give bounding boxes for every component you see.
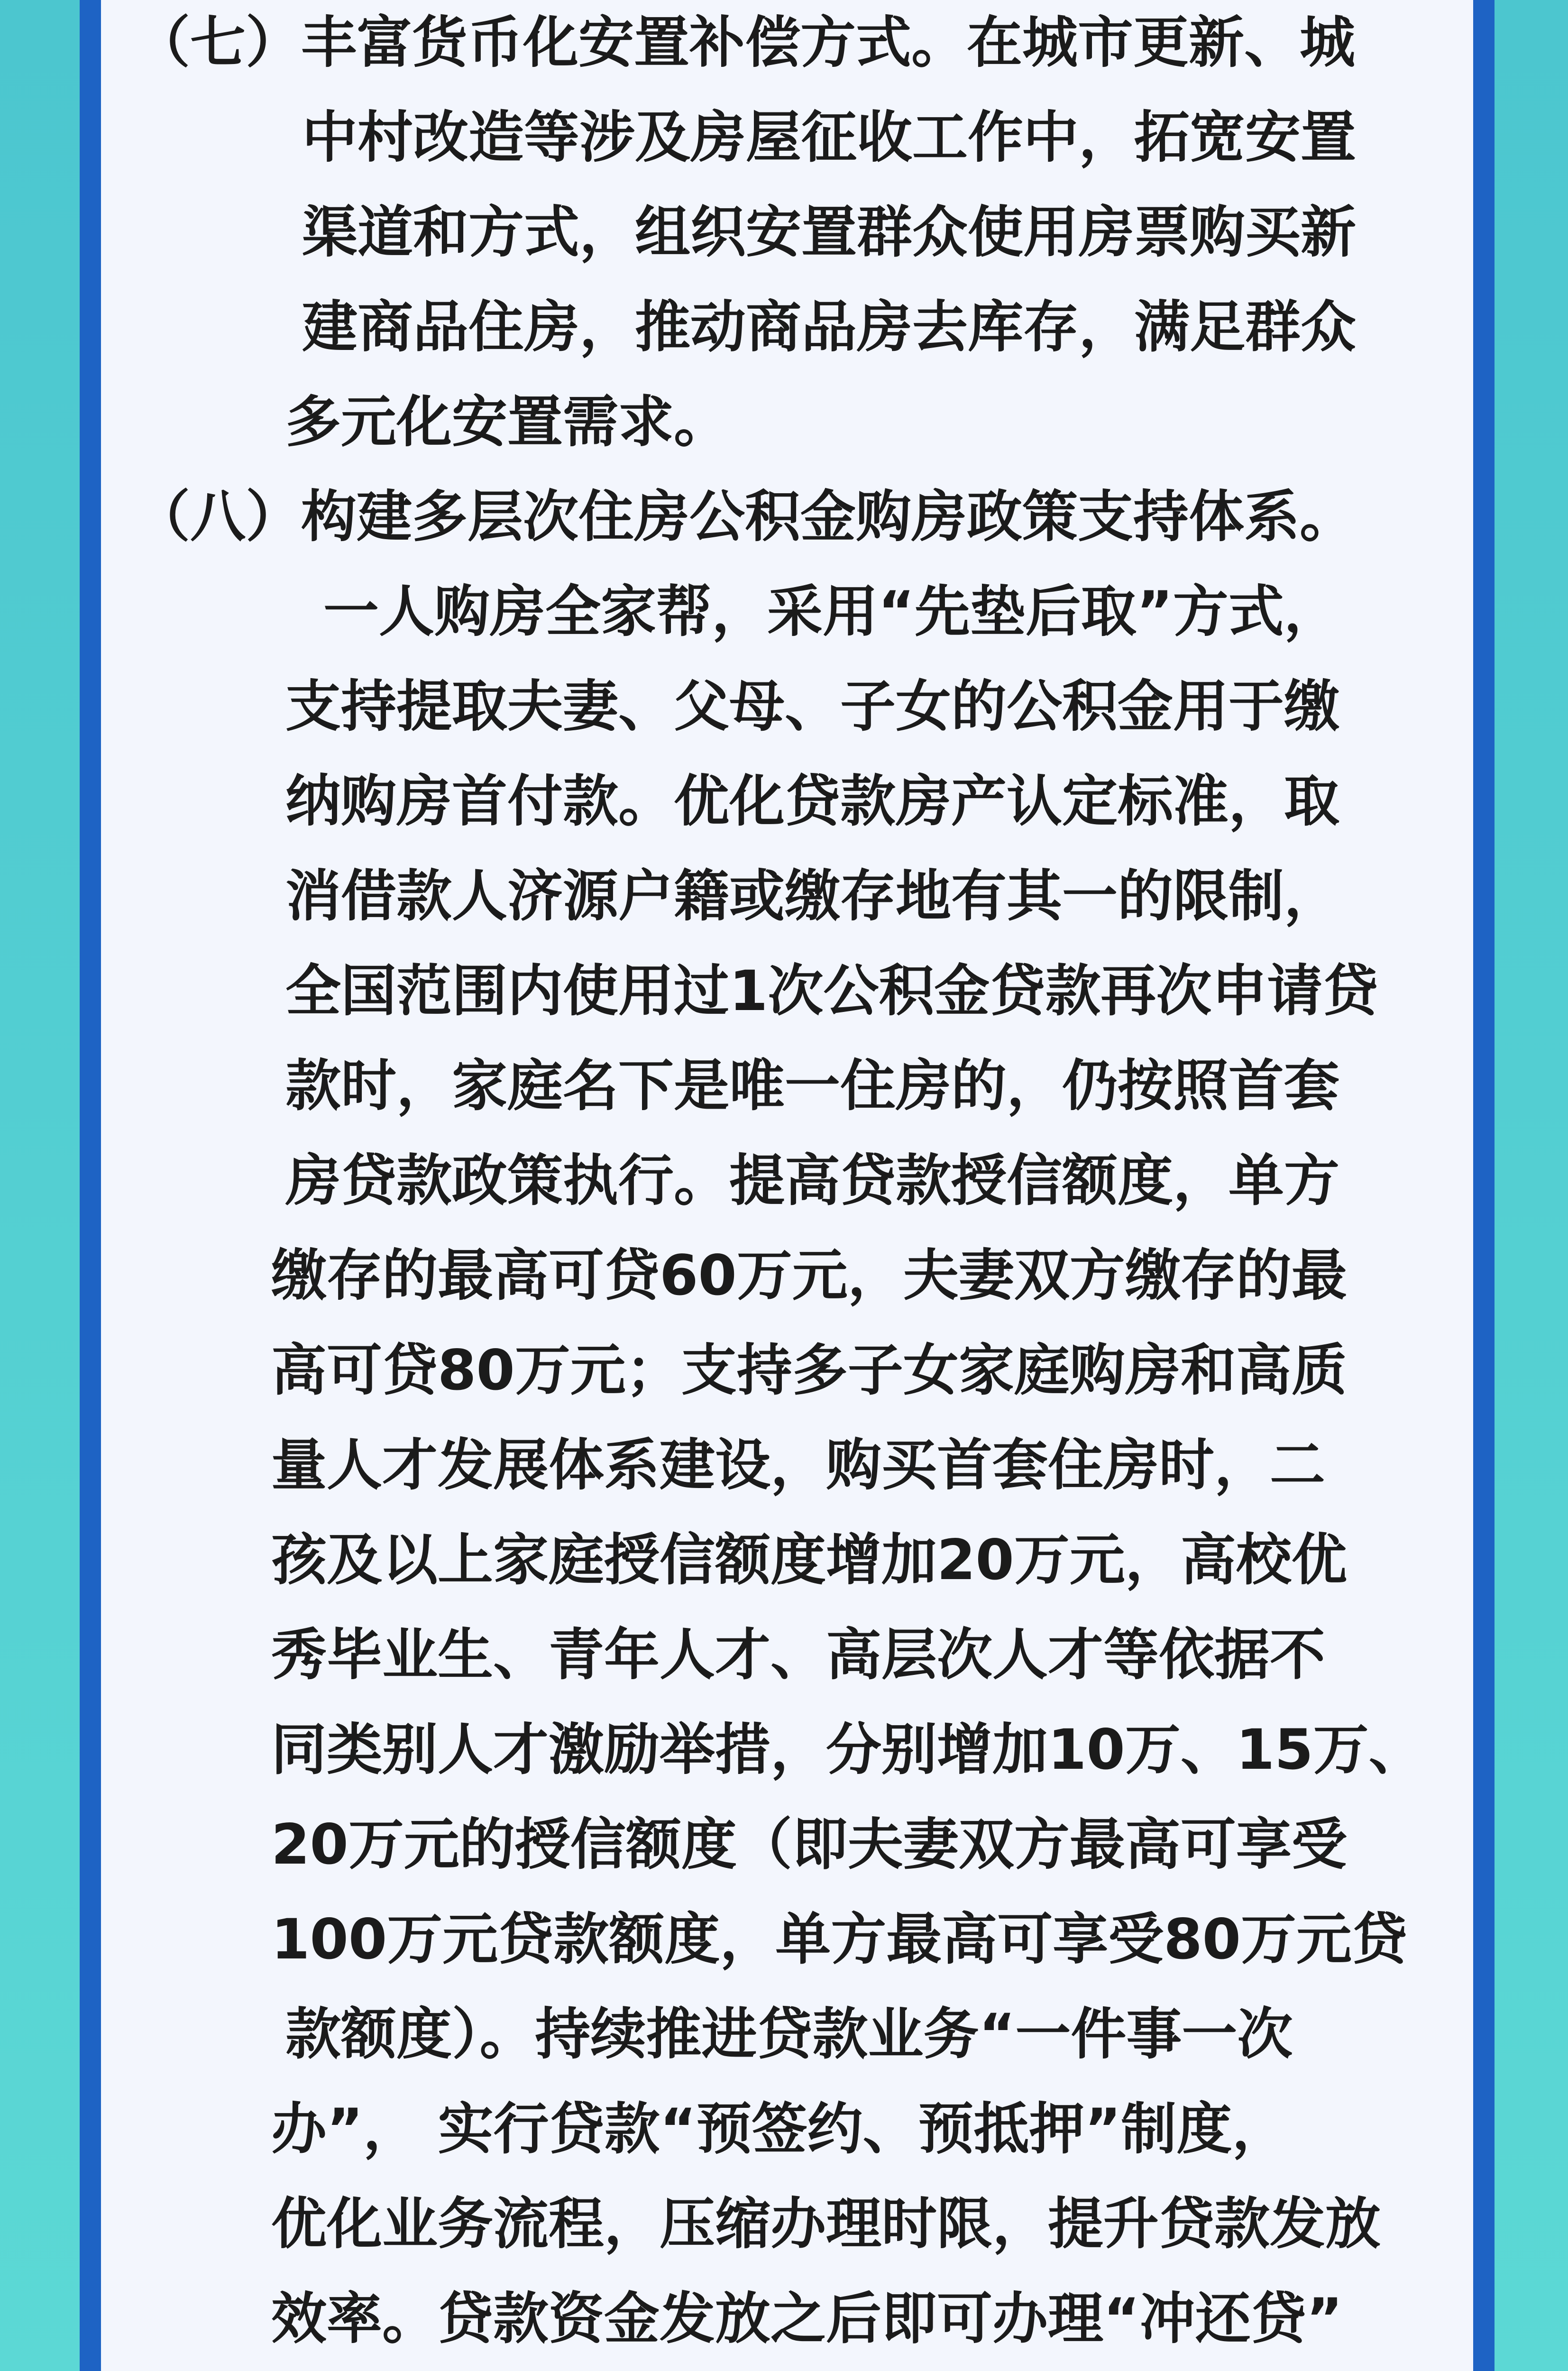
section-8-line: 款时，家庭名下是唯一住房的，仍按照首套 (285, 1053, 1340, 1118)
section-8-line: 房贷款政策执行。提高贷款授信额度，单方 (285, 1148, 1340, 1213)
section-7-line: 中村改造等涉及房屋征收工作中，拓宽安置 (302, 105, 1357, 170)
section-8-line: 秀毕业生、青年人才、高层次人才等依据不 (271, 1622, 1326, 1687)
section-8-line: 纳购房首付款。优化贷款房产认定标准，取 (285, 769, 1340, 834)
section-8-line: 高可贷80万元；支持多子女家庭购房和高质 (271, 1338, 1347, 1403)
section-7-line: 渠道和方式，组织安置群众使用房票购买新 (302, 200, 1357, 265)
section-8-line: 100万元贷款额度，单方最高可享受80万元贷 (271, 1907, 1408, 1972)
section-7-line: 建商品住房，推动商品房去库存，满足群众 (302, 294, 1357, 359)
section-8-line: 20万元的授信额度（即夫妻双方最高可享受 (271, 1812, 1347, 1877)
section-8-line: 款额度）。持续推进贷款业务“一件事一次 (285, 2002, 1293, 2067)
section-8-line: 优化业务流程，压缩办理时限，提升贷款发放 (271, 2191, 1381, 2256)
section-8-line: 办”， 实行贷款“预签约、预抵押”制度， (271, 2096, 1288, 2161)
section-8-line: （八）构建多层次住房公积金购房政策支持体系。 (135, 484, 1356, 549)
section-7-line: 多元化安置需求。 (285, 389, 730, 454)
section-8-line: 孩及以上家庭授信额度增加20万元，高校优 (271, 1527, 1347, 1592)
content-panel (101, 0, 1473, 2371)
section-7-line: （七）丰富货币化安置补偿方式。在城市更新、城 (135, 10, 1356, 75)
section-8-line: 量人才发展体系建设，购买首套住房时，二 (271, 1433, 1326, 1498)
section-8-line: 支持提取夫妻、父母、子女的公积金用于缴 (285, 674, 1340, 739)
section-8-line: 全国范围内使用过1次公积金贷款再次申请贷 (285, 958, 1378, 1023)
section-8-line: 同类别人才激励举措，分别增加10万、15万、 (271, 1717, 1424, 1782)
section-8-line: 缴存的最高可贷60万元，夫妻双方缴存的最 (271, 1243, 1347, 1308)
section-8-line: 效率。贷款资金发放之后即可办理“冲还贷” (271, 2286, 1343, 2351)
section-8-line: 消借款人济源户籍或缴存地有其一的限制， (285, 864, 1340, 928)
section-8-line: 一人购房全家帮，采用“先垫后取”方式， (323, 579, 1339, 644)
